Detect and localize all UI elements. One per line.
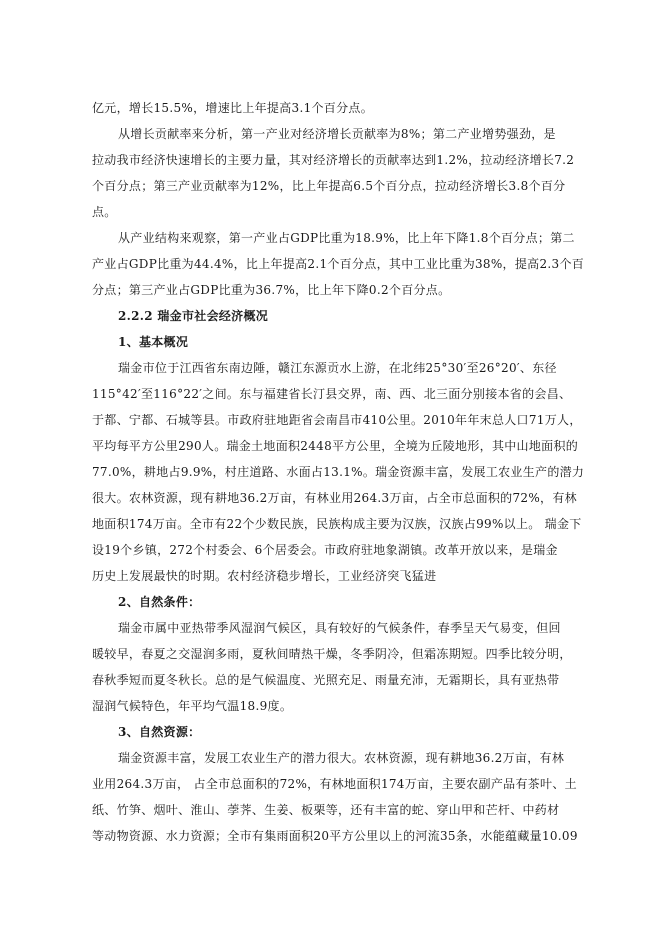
paragraph-line: 春秋季短而夏冬秋长。总的是气候温度、光照充足、雨量充沛，无霜期长，具有亚热带 (92, 673, 560, 687)
paragraph-line: 个百分点；第三产业贡献率为12%，比上年提高6.5个百分点，拉动经济增长3.8个百分 (92, 179, 566, 193)
paragraph-line: 湿润气候特色，年平均气温18.9度。 (92, 699, 293, 713)
paragraph-line: 77.0%，耕地占9.9%，村庄道路、水面占13.1%。瑞金资源丰富，发展工农业生产的潜力 (92, 465, 585, 479)
paragraph-line: 亿元，增长15.5%，增速比上年提高3.1个百分点。 (92, 101, 374, 115)
paragraph-line: 业用264.3万亩， 占全市总面积的72%，有林地面积174万亩，主要农副产品有茶叶、土 (92, 777, 577, 791)
paragraph-line: 于都、宁都、石城等县。市政府驻地距省会南昌市410公里。2010年年末总人口71万人， (92, 413, 582, 427)
subsection-heading: 2、自然条件： (118, 595, 201, 609)
paragraph-line: 115°42′至116°22′之间。东与福建省长汀县交界，南、西、北三面分别接本省的会昌、 (92, 387, 572, 401)
paragraph-line: 点。 (92, 205, 117, 219)
paragraph-line: 分点；第三产业占GDP比重为36.7%，比上年下降0.2个百分点。 (92, 283, 451, 297)
paragraph-line: 等动物资源、水力资源；全市有集雨面积20平方公里以上的河流35条，水能蕴藏量10.09 (92, 829, 578, 843)
subsection-heading: 1、基本概况 (118, 335, 189, 349)
paragraph-line: 从产业结构来观察，第一产业占GDP比重为18.9%，比上年下降1.8个百分点；第二 (118, 231, 575, 245)
section-heading: 2.2.2 瑞金市社会经济概况 (118, 309, 269, 323)
paragraph-line: 纸、竹笋、烟叶、淮山、荸荠、生姜、板栗等，还有丰富的蛇、穿山甲和芒杆、中药材 (92, 803, 560, 817)
paragraph-line: 拉动我市经济快速增长的主要力量，其对经济增长的贡献率达到1.2%，拉动经济增长7.2 (92, 153, 575, 167)
paragraph-line: 瑞金资源丰富，发展工农业生产的潜力很大。农林资源，现有耕地36.2万亩，有林 (118, 751, 565, 765)
paragraph-line: 瑞金市属中亚热带季风湿润气候区，具有较好的气候条件，春季呈天气易变，但回 (118, 621, 561, 635)
subsection-heading: 3、自然资源： (118, 725, 201, 739)
paragraph-line: 地面积174万亩。全市有22个少数民族，民族构成主要为汉族，汉族占99%以上。 瑞金下 (92, 517, 582, 531)
paragraph-line: 设19个乡镇，272个村委会、6个居委会。市政府驻地象湖镇。改革开放以来，是瑞金 (92, 543, 558, 557)
paragraph-line: 暖较早，春夏之交湿润多雨，夏秋间晴热干燥，冬季阴冷，但霜冻期短。四季比较分明， (92, 647, 572, 661)
paragraph-line: 从增长贡献率来分析，第一产业对经济增长贡献率为8%；第二产业增势强劲，是 (118, 127, 556, 141)
paragraph-line: 产业占GDP比重为44.4%，比上年提高2.1个百分点，其中工业比重为38%，提高2.3个百 (92, 257, 585, 271)
paragraph-line: 很大。农林资源，现有耕地36.2万亩，有林业用264.3万亩，占全市总面积的72%，有林 (92, 491, 577, 505)
paragraph-line: 历史上发展最快的时期。农村经济稳步增长，工业经济突飞猛进 (92, 569, 437, 583)
paragraph-line: 瑞金市位于江西省东南边陲，赣江东源贡水上游，在北纬25°30′至26°20′、东径 (118, 361, 557, 375)
paragraph-line: 平均每平方公里290人。瑞金土地面积2448平方公里，全境为丘陵地形，其中山地面积的 (92, 439, 579, 453)
